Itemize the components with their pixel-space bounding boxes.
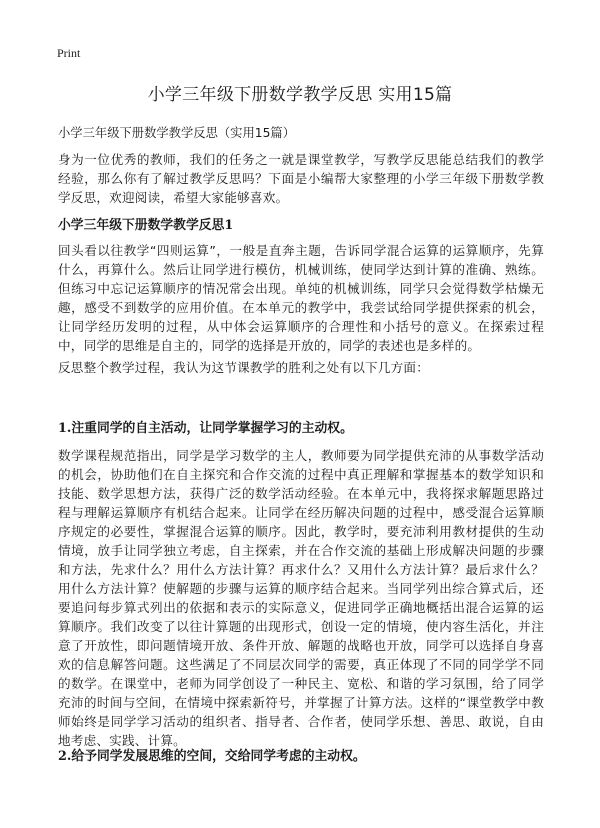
document-subtitle: 小学三年级下册数学教学反思（实用15篇） — [58, 126, 295, 140]
section-heading-1: 小学三年级下册数学教学反思1 — [58, 218, 234, 233]
point-heading-2: 2.给予同学发展思维的空间，交给同学考虑的主动权。 — [58, 749, 366, 764]
section1-paragraph-1: 回头看以往教学“四则运算”，一般是直奔主题，告诉同学混合运算的运算顺序，先算什么，再算什么。然后让同学进行模仿，机械训练，使同学达到计算的准确、熟练。但练习中忘记运算顺序的情况常会出现。单纯的机械训练，同学只会觉得数学枯燥无趣，感受不到数学的应用价值。在本单元的教学中，我尝试给同学提供探索的机会，让同学经历发明的过程，从中体会运算顺序的合理性和小括号的意义。在探索过程中，同学的思维是自主的，同学的选择是开放的，同学的表述也是多样的。 — [58, 243, 544, 353]
point1-paragraph: 数学课程规范指出，同学是学习数学的主人，教师要为同学提供充沛的从事数学活动的机会，协助他们在自主探究和合作交流的过程中真正理解和掌握基本的数学知识和技能、数学思想方法，获得广泛的数学活动经验。在本单元中，我将探求解题思路过程与理解运算顺序有机结合起来。让同学在经历解决问题的过程中，感受混合运算顺序规定的必要性，掌握混合运算的顺序。因此，教学时，要充沛利用教材提供的生动情境，放手让同学独立考虑，自主探索，并在合作交流的基础上形成解决问题的步骤和方法，先求什么？用什么方法计算？再求什么？又用什么方法计算？最后求什么？用什么方法计算？使解题的步骤与运算的顺序结合起来。当同学列出综合算式后，还要追问每步算式列出的依据和表示的实际意义，促进同学正确地概括出混合运算的运算顺序。我们改变了以往计算题的出现形式，创设一定的情境，使内容生活化，并注意了开放性，即问题情境开放、条件开放、解题的战略也开放，同学可以选择自身喜欢的信息解答问题。这些满足了不同层次同学的需要，真正体现了不同的同学学不同的数学。在课堂中，老师为同学创设了一种民主、宽松、和谐的学习氛围，给了同学充沛的时间与空间，在情境中探索新符号，并掌握了计算方法。这样的“课堂教学中教师始终是同学学习活动的组织者、指导者、合作者，使同学乐想、善思、敢说，自由地考虑、实践、计算。 — [58, 448, 544, 748]
print-link[interactable]: Print — [57, 46, 81, 60]
section1-paragraph-2: 反思整个教学过程，我认为这节课教学的胜利之处有以下几方面： — [58, 360, 430, 375]
page-title: 小学三年级下册数学教学反思 实用15篇 — [147, 85, 453, 105]
intro-paragraph: 身为一位优秀的教师，我们的任务之一就是课堂教学，写教学反思能总结我们的教学经验，那么你有了解过教学反思吗？下面是小编帮大家整理的小学三年级下册数学教学反思，欢迎阅读，希望大家能够喜欢。 — [58, 152, 544, 205]
point-heading-1: 1.注重同学的自主活动，让同学掌握学习的主动权。 — [58, 421, 353, 436]
